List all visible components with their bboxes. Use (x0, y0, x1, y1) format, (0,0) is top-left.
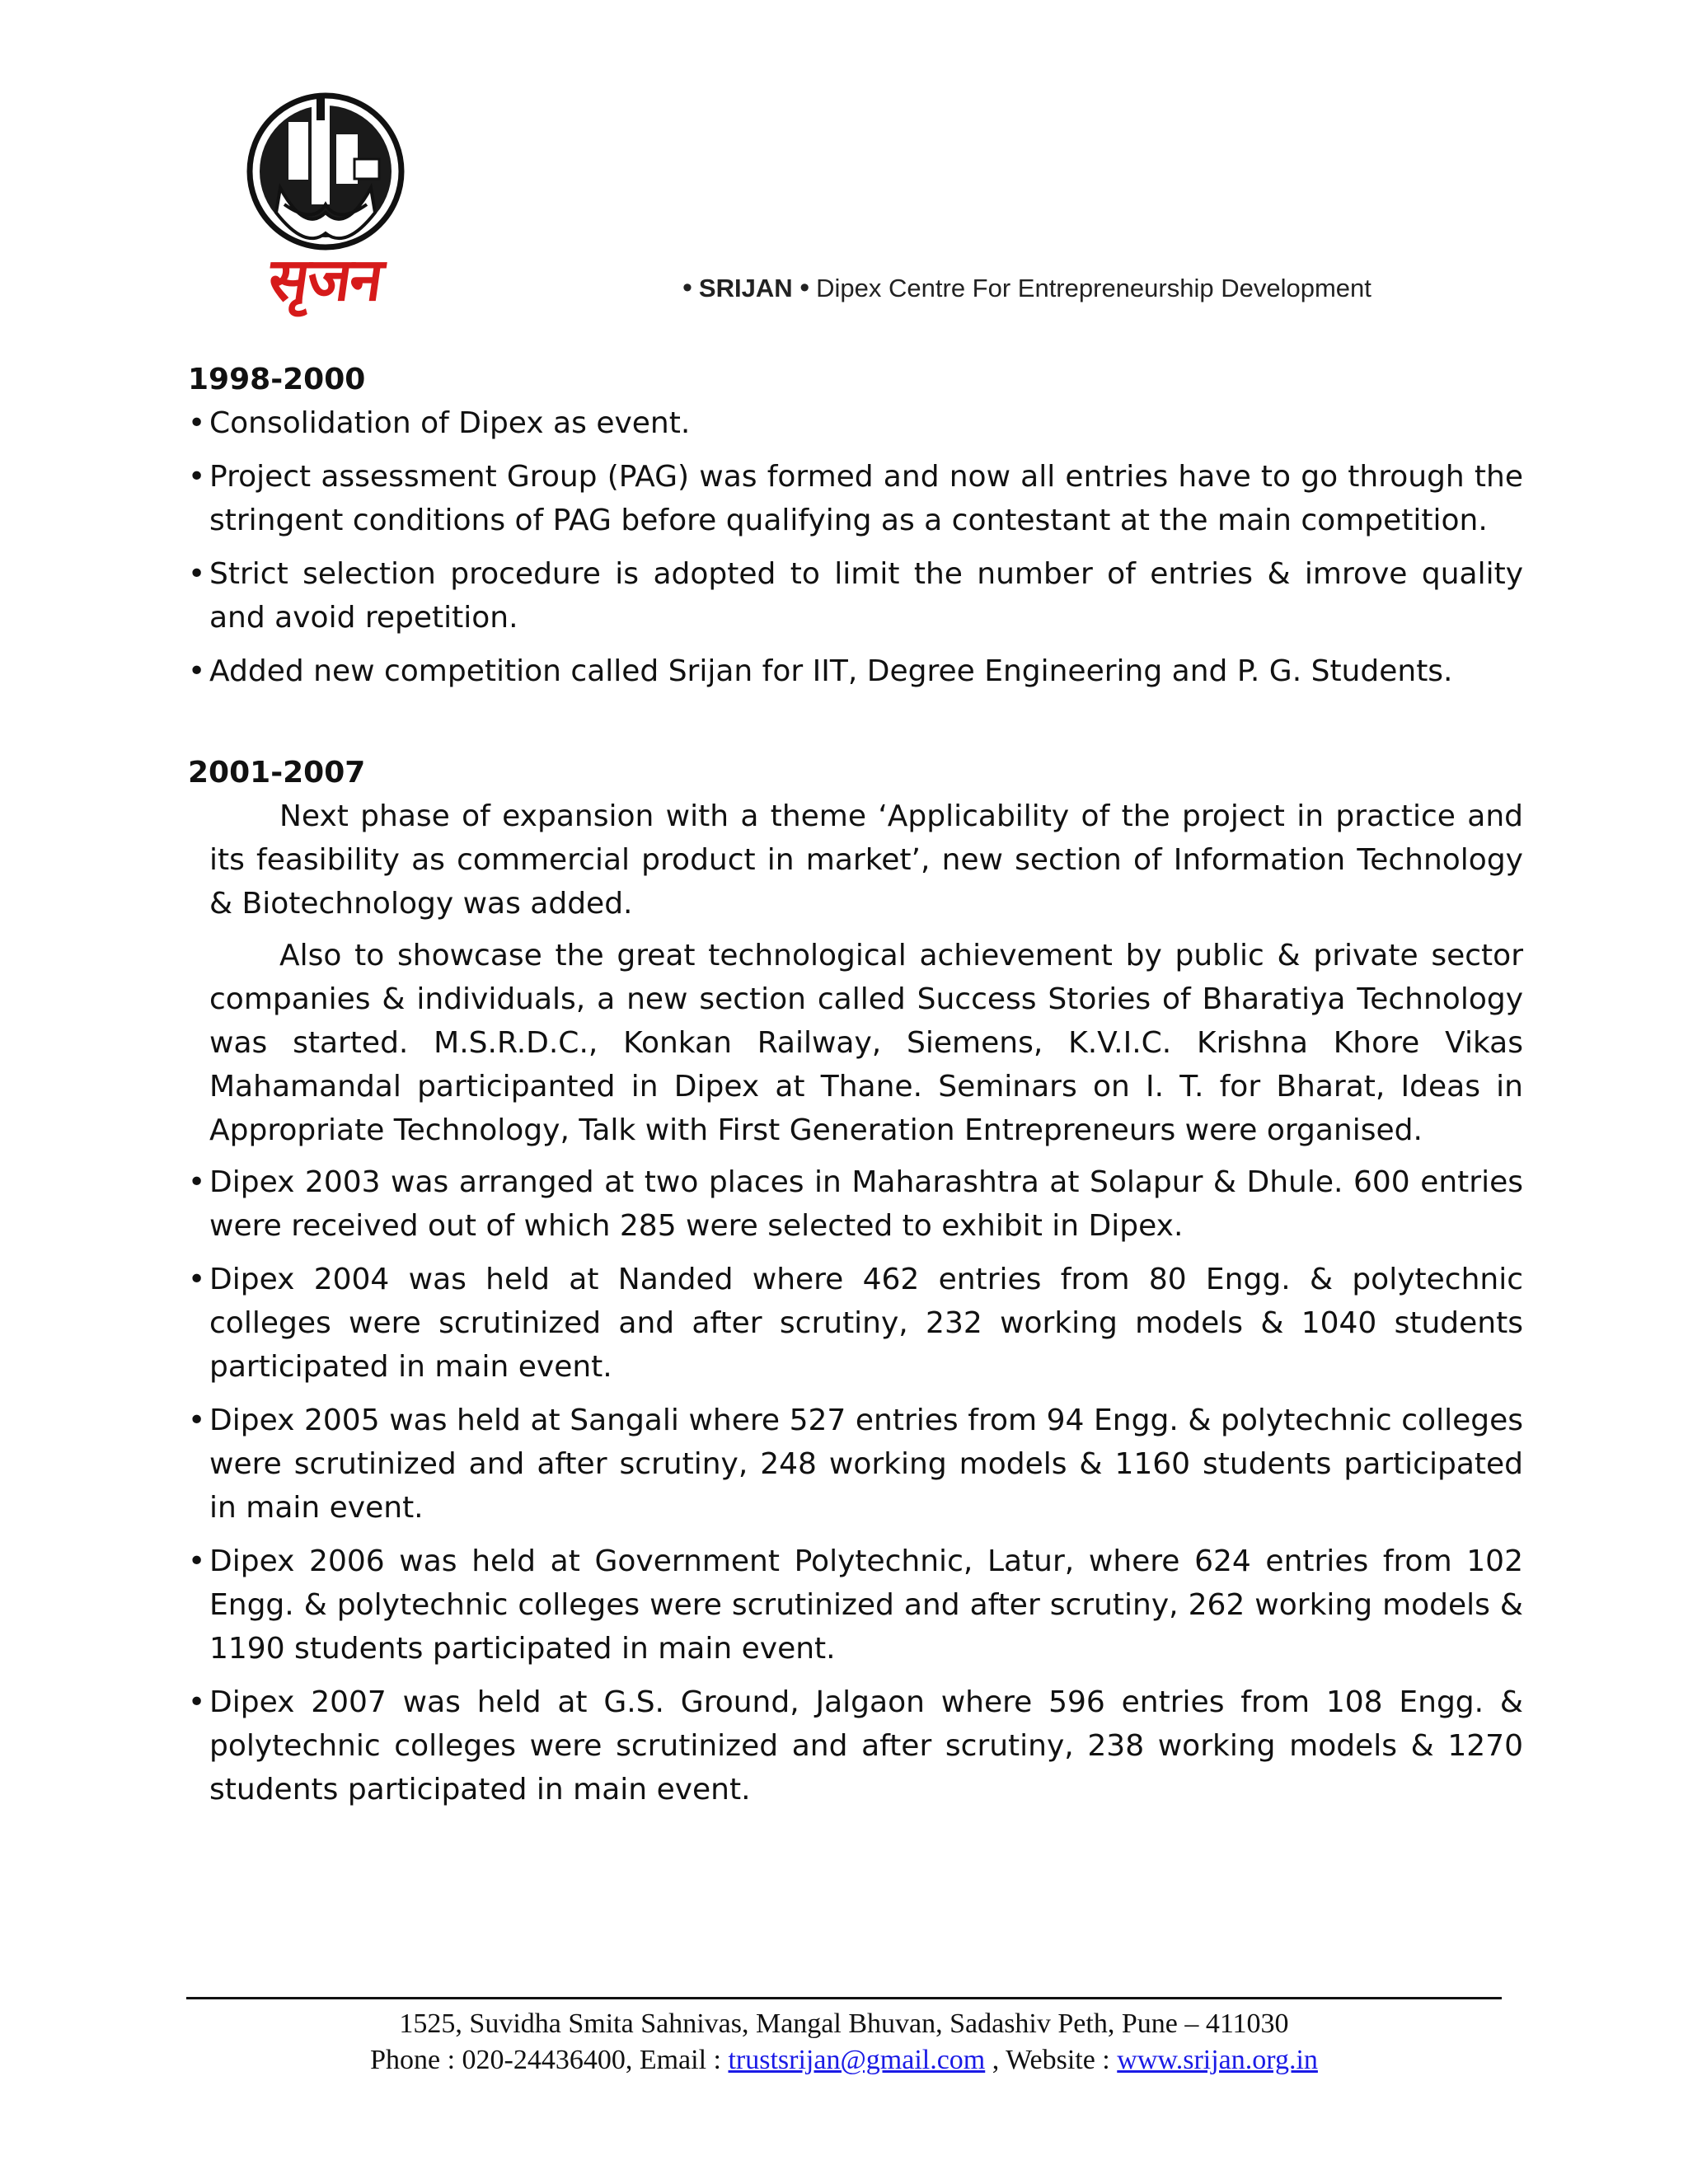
list-item: • Dipex 2005 was held at Sangali where 527 entries from 94 Engg. & polytechnic colleges were scrutinized and after scrutiny, 248 working models & 1160 students participated in main event. (188, 1399, 1523, 1530)
list-item: • Dipex 2003 was arranged at two places in Maharashtra at Solapur & Dhule. 600 entries were received out of which 285 were selected to exhibit in Dipex. (188, 1160, 1523, 1248)
bullet-icon: • (188, 406, 206, 440)
bullet-icon: • (188, 1263, 206, 1296)
list-item: • Project assessment Group (PAG) was formed and now all entries have to go through the stringent conditions of PAG before qualifying as a contestant at the main competition. (188, 455, 1523, 542)
email-link[interactable]: trustsrijan@gmail.com (728, 2045, 986, 2075)
website-link[interactable]: www.srijan.org.in (1117, 2045, 1318, 2075)
bullet-icon: • (188, 654, 206, 688)
section-2001-2007-list (188, 1160, 1523, 1811)
footer-phone-label: Phone : 020-24436400, Email : (370, 2045, 729, 2075)
bullet-icon: • (188, 1544, 206, 1578)
logo-text: सृजन (264, 245, 387, 314)
paragraph: Next phase of expansion with a theme ‘Applicability of the project in practice and its feasibility as commercial product in market’, new section of Information Technology & Biotechnology was added. (209, 799, 1523, 921)
section-gap (188, 703, 1523, 751)
bullet-icon: • (188, 1165, 206, 1199)
bullet-icon: • (188, 460, 206, 494)
logo-emblem-icon (206, 89, 445, 254)
list-item: • Dipex 2007 was held at G.S. Ground, Jalgaon where 596 entries from 108 Engg. & polytechnic colleges were scrutinized and after scrutiny, 238 working models & 1270 students participated in main event. (188, 1680, 1523, 1811)
header-tagline: Dipex Centre For Entrepreneurship Development (816, 274, 1372, 302)
section-title-1998-2000: 1998-2000 (188, 363, 366, 396)
header-tagline-line (682, 272, 1372, 304)
section-title-2001-2007: 2001-2007 (188, 756, 366, 790)
header-bullet-1: • (682, 272, 692, 303)
header-bullet-2: • (799, 272, 810, 303)
document-body (188, 358, 1523, 1821)
header-brand: SRIJAN (698, 274, 793, 302)
footer (186, 2006, 1502, 2079)
list-item: • Added new competition called Srijan for IIT, Degree Engineering and P. G. Students. (188, 649, 1523, 693)
srijan-logo (206, 89, 445, 312)
footer-contact-line (186, 2042, 1502, 2079)
section-1998-2000-list (188, 401, 1523, 693)
paragraph: Also to showcase the great technological achievement by public & private sector companies & individuals, a new section called Success Stories of Bharatiya Technology was started. M.S.R.D.C., Konkan Railway, Siemens, K.V.I.C. Krishna Khore Vikas Mahamandal participanted in Dipex at Thane. Seminars on I. T. for Bharat, Ideas in Appropriate Technology, Talk with First Generation Entrepreneurs were organised. (209, 939, 1523, 1147)
footer-website-label: , Website : (985, 2045, 1118, 2075)
footer-divider (186, 1997, 1502, 1999)
bullet-icon: • (188, 557, 206, 591)
bullet-icon: • (188, 1404, 206, 1437)
list-item: • Dipex 2004 was held at Nanded where 462 entries from 80 Engg. & polytechnic colleges were scrutinized and after scrutiny, 232 working models & 1040 students participated in main event. (188, 1258, 1523, 1389)
footer-address: 1525, Suvidha Smita Sahnivas, Mangal Bhuvan, Sadashiv Peth, Pune – 411030 (399, 2008, 1289, 2039)
list-item: • Dipex 2006 was held at Government Polytechnic, Latur, where 624 entries from 102 Engg. & polytechnic colleges were scrutinized and after scrutiny, 262 working models & 1190 students participated in main event. (188, 1540, 1523, 1671)
list-item: • Strict selection procedure is adopted to limit the number of entries & imrove quality and avoid repetition. (188, 552, 1523, 640)
bullet-icon: • (188, 1685, 206, 1719)
list-item: • Consolidation of Dipex as event. (188, 401, 1523, 445)
